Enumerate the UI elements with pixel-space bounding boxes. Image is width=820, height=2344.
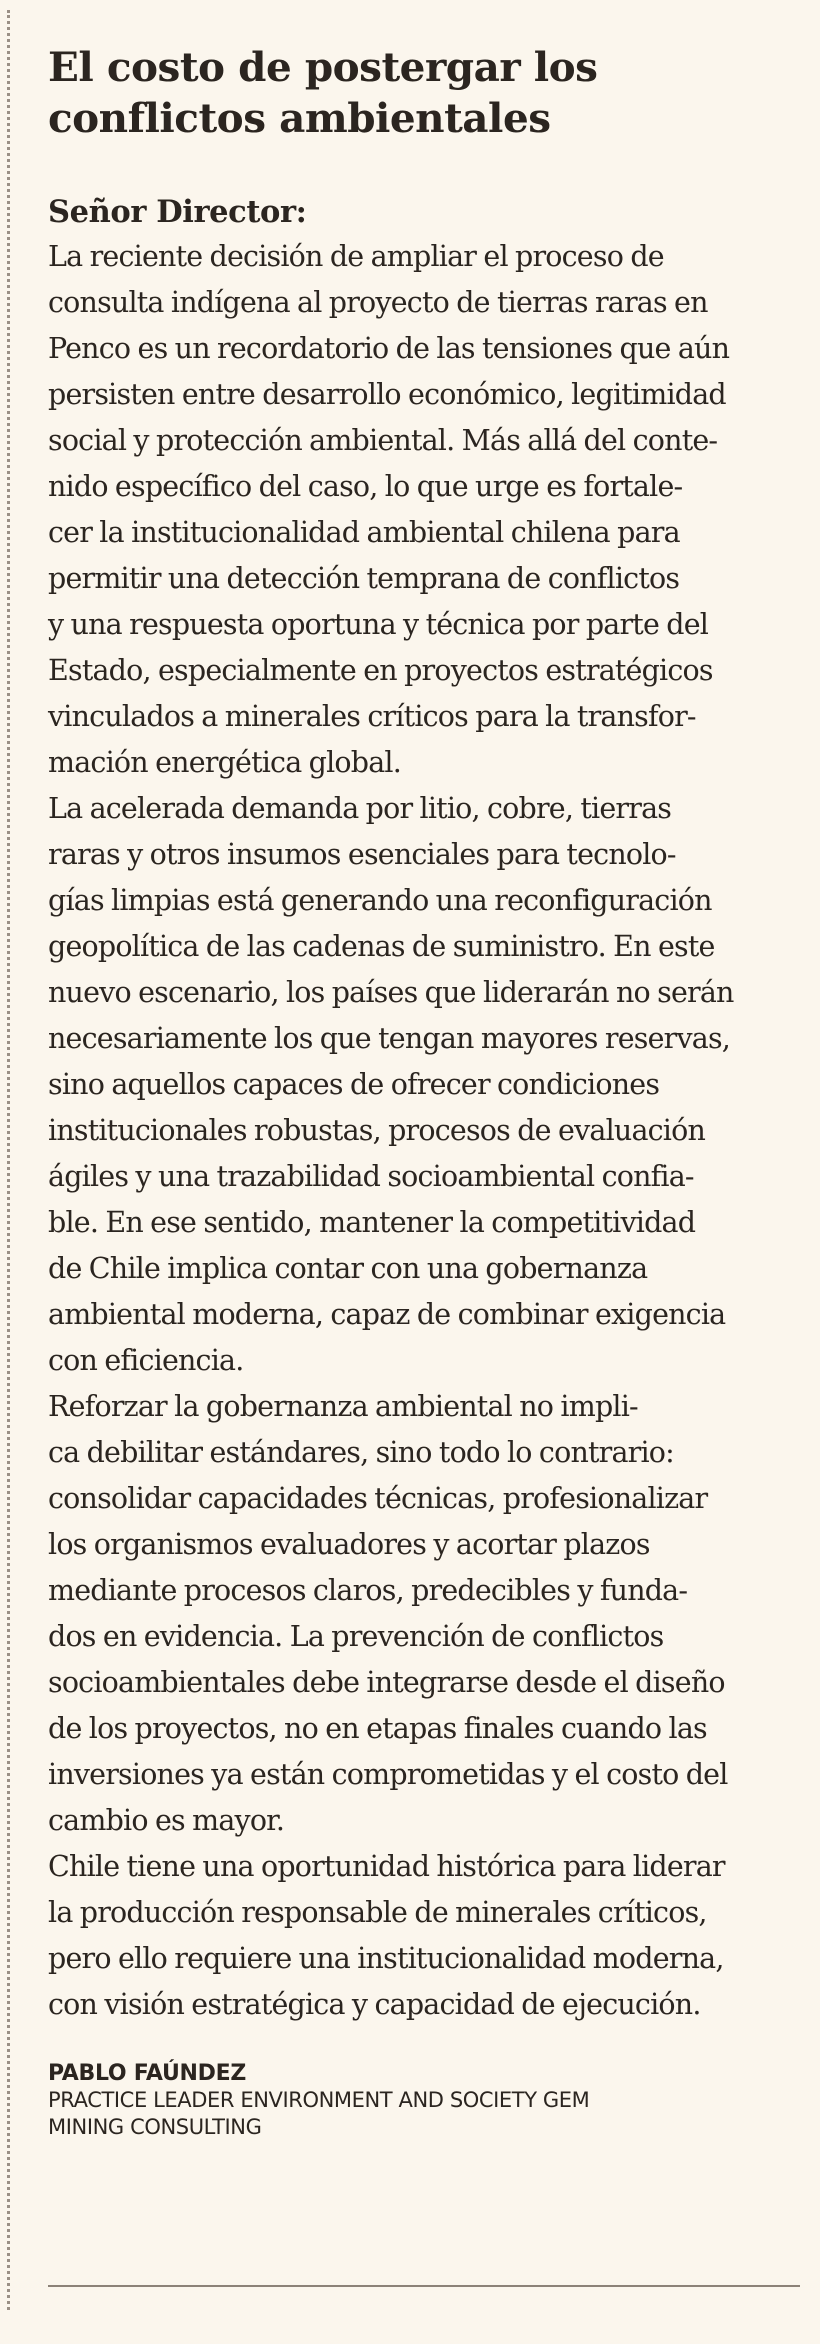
letter-body xyxy=(48,234,796,2028)
text-line: de los proyectos, no en etapas finales cuando las xyxy=(48,1712,707,1745)
paragraph-4 xyxy=(48,1844,796,2028)
text-line: social y protección ambiental. Más allá del conte- xyxy=(48,424,718,457)
text-line: raras y otros insumos esenciales para tecnolo- xyxy=(48,838,676,871)
paragraph-3 xyxy=(48,1384,796,1844)
text-line: Penco es un recordatorio de las tensiones que aún xyxy=(48,332,730,365)
text-line: ambiental moderna, capaz de combinar exigencia xyxy=(48,1298,726,1331)
text-line: gías limpias está generando una reconfiguración xyxy=(48,884,712,917)
text-line: persisten entre desarrollo económico, legitimidad xyxy=(48,378,726,411)
text-line: sino aquellos capaces de ofrecer condiciones xyxy=(48,1068,660,1101)
text-line: nuevo escenario, los países que liderarán no serán xyxy=(48,976,734,1009)
text-line: la producción responsable de minerales críticos, xyxy=(48,1896,707,1929)
text-line: nido específico del caso, lo que urge es fortale- xyxy=(48,470,683,503)
text-line: con visión estratégica y capacidad de ejecución. xyxy=(48,1988,701,2021)
text-line: La acelerada demanda por litio, cobre, tierras xyxy=(48,792,672,825)
text-line: ble. En ese sentido, mantener la competitividad xyxy=(48,1206,696,1239)
text-line: consolidar capacidades técnicas, profesionalizar xyxy=(48,1482,708,1515)
headline xyxy=(48,42,796,144)
text-line: cambio es mayor. xyxy=(48,1804,285,1837)
bottom-divider xyxy=(48,2285,800,2287)
paragraph-1 xyxy=(48,234,796,786)
letter-article xyxy=(48,42,796,2141)
text-line: inversiones ya están comprometidas y el costo del xyxy=(48,1758,728,1791)
text-line: ágiles y una trazabilidad socioambiental confia- xyxy=(48,1160,694,1193)
text-line: Reforzar la gobernanza ambiental no impli- xyxy=(48,1390,638,1423)
text-line: con eficiencia. xyxy=(48,1344,244,1377)
author-role-line: MINING CONSULTING xyxy=(48,2115,262,2139)
author-role xyxy=(48,2087,796,2141)
text-line: mación energética global. xyxy=(48,746,401,779)
signature-block xyxy=(48,2060,796,2141)
headline-line: conflictos ambientales xyxy=(48,94,551,142)
text-line: institucionales robustas, procesos de evaluación xyxy=(48,1114,706,1147)
text-line: permitir una detección temprana de conflictos xyxy=(48,562,680,595)
text-line: dos en evidencia. La prevención de conflictos xyxy=(48,1620,664,1653)
text-line: y una respuesta oportuna y técnica por parte del xyxy=(48,608,709,641)
author-name: PABLO FAÚNDEZ xyxy=(48,2061,246,2086)
text-line: pero ello requiere una institucionalidad moderna, xyxy=(48,1942,724,1975)
text-line: Estado, especialmente en proyectos estratégicos xyxy=(48,654,713,687)
text-line: mediante procesos claros, predecibles y funda- xyxy=(48,1574,688,1607)
text-line: consulta indígena al proyecto de tierras raras en xyxy=(48,286,708,319)
text-line: socioambientales debe integrarse desde el diseño xyxy=(48,1666,725,1699)
text-line: vinculados a minerales críticos para la transfor- xyxy=(48,700,696,733)
text-line: necesariamente los que tengan mayores reservas, xyxy=(48,1022,731,1055)
text-line: cer la institucionalidad ambiental chilena para xyxy=(48,516,680,549)
text-line: los organismos evaluadores y acortar plazos xyxy=(48,1528,650,1561)
left-dotted-rule xyxy=(7,10,10,2310)
headline-line: El costo de postergar los xyxy=(48,43,598,91)
text-line: Chile tiene una oportunidad histórica para liderar xyxy=(48,1850,725,1883)
text-line: ca debilitar estándares, sino todo lo contrario: xyxy=(48,1436,674,1469)
salutation: Señor Director: xyxy=(48,194,307,230)
text-line: de Chile implica contar con una gobernanza xyxy=(48,1252,648,1285)
paragraph-2 xyxy=(48,786,796,1384)
text-line: geopolítica de las cadenas de suministro. En este xyxy=(48,930,715,963)
text-line: La reciente decisión de ampliar el proceso de xyxy=(48,240,664,273)
author-role-line: PRACTICE LEADER ENVIRONMENT AND SOCIETY GEM xyxy=(48,2088,590,2112)
